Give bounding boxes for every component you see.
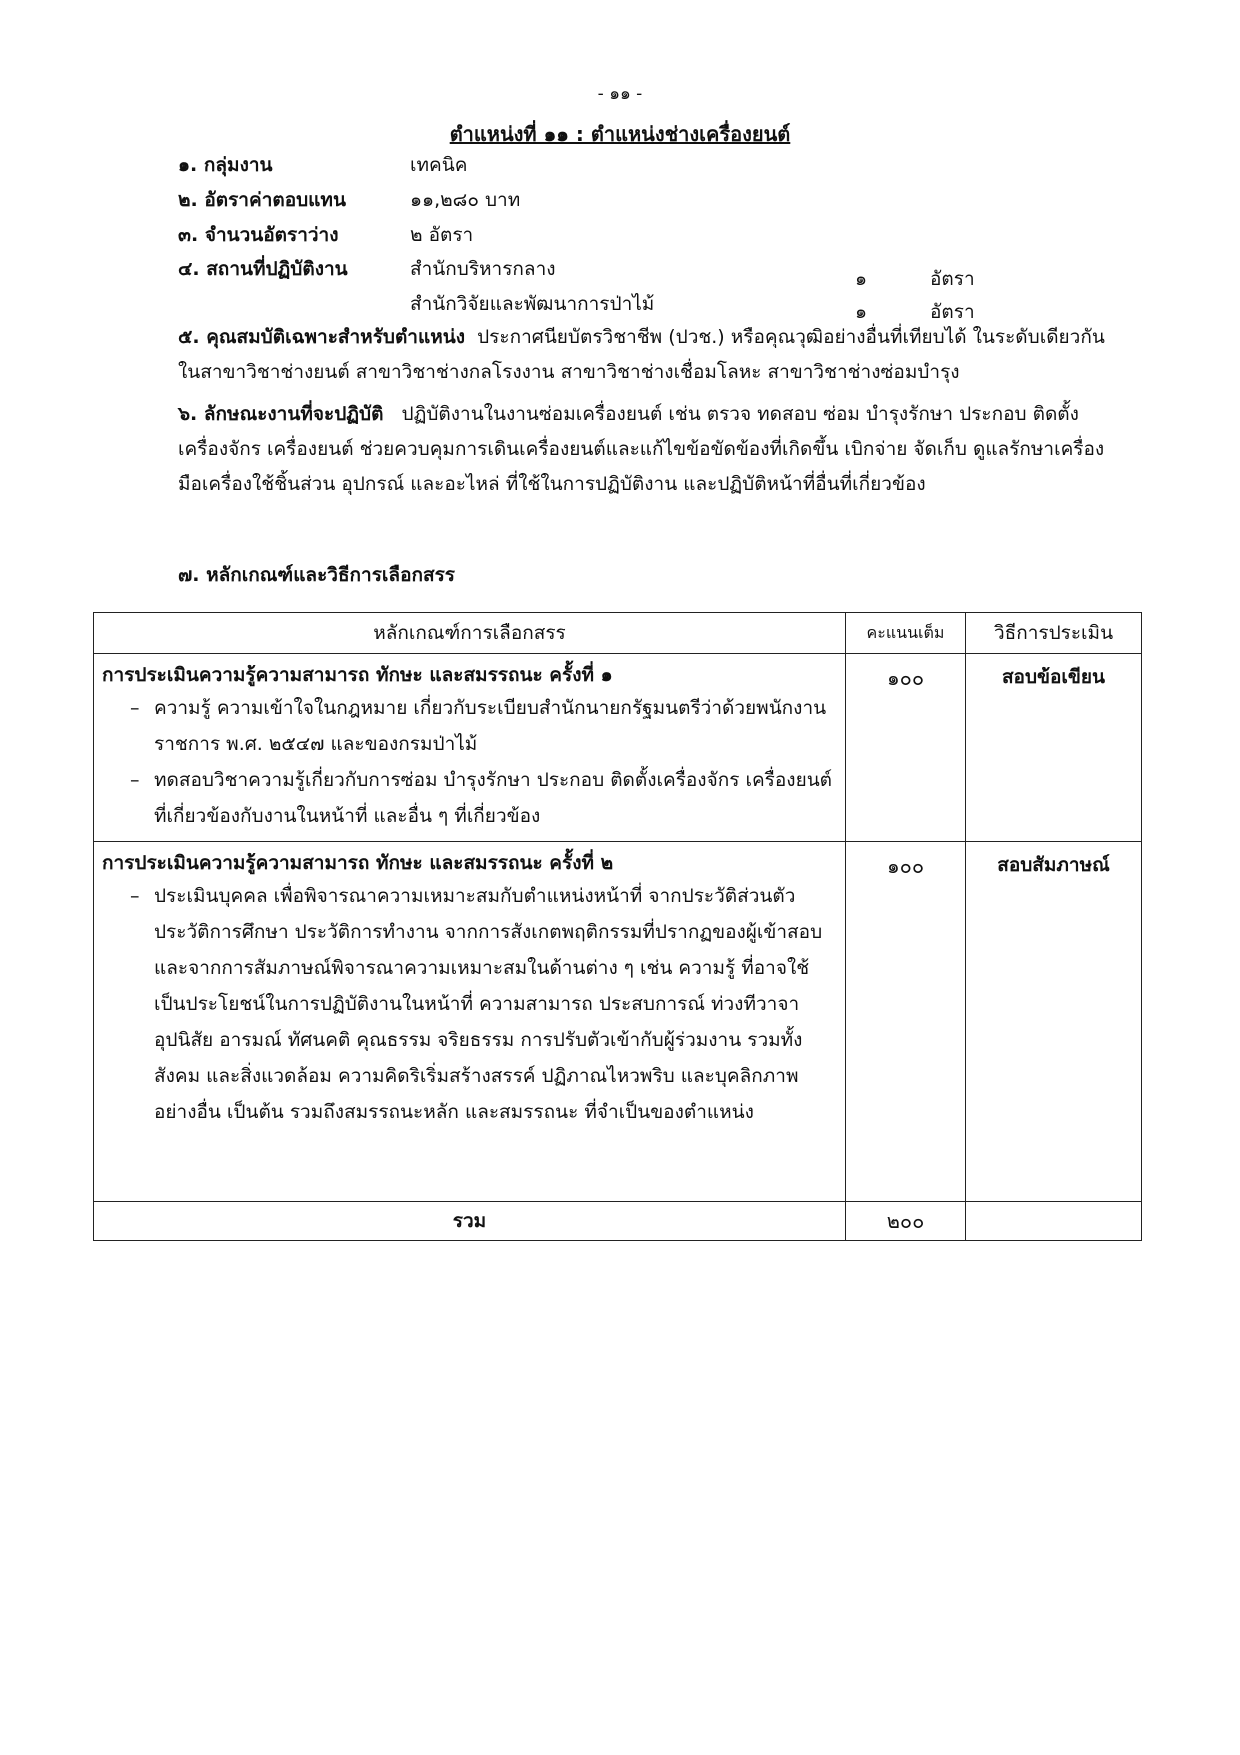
group-label: ๑. กลุ่มงาน <box>178 154 273 176</box>
total-score: ๒๐๐ <box>846 1202 966 1241</box>
duty-paragraph <box>178 397 1123 502</box>
table-header-row <box>94 613 1142 654</box>
criteria-label: ๗. หลักเกณฑ์และวิธีการเลือกสรร <box>178 564 455 586</box>
list-item: – ประเมินบุคคล เพื่อพิจารณาความเหมาะสมกับตำแหน่งหน้าที่ จากประวัติส่วนตัว ประวัติการศึกษา ประวัติการทำงาน จากการสังเกตพฤติกรรมที่ปรากฏของผู้เข้าสอบและจากการสัมภาษณ์พิจารณาความเหมาะสมในด้านต่าง ๆ เช่น ความรู้ ที่อาจใช้เป็นประโยชน์ในการปฏิบัติงานในหน้าที่ ความสามารถ ประสบการณ์ ท่วงทีวาจา อุปนิสัย อารมณ์ ทัศนคติ คุณธรรม จริยธรรม การปรับตัวเข้ากับผู้ร่วมงาน รวมทั้งสังคม และสิ่งแวดล้อม ความคิดริเริ่มสร้างสรรค์ ปฏิภาณไหวพริบ และบุคลิกภาพอย่างอื่น เป็นต้น รวมถึงสมรรถนะหลัก และสมรรถนะ ที่จำเป็นของตำแหน่ง <box>130 885 823 1123</box>
round-1-item-1: ความรู้ ความเข้าใจในกฎหมาย เกี่ยวกับระเบียบสำนักนายกรัฐมนตรีว่าด้วยพนักงานราชการ พ.ศ. ๒๕๔๗ และของกรมป่าไม้ <box>154 697 827 755</box>
group-value: เทคนิค <box>410 154 468 176</box>
list-item: – ทดสอบวิชาความรู้เกี่ยวกับการซ่อม บำรุงรักษา ประกอบ ติดตั้งเครื่องจักร เครื่องยนต์ ที่เกี่ยวข้องกับงานในหน้าที่ และอื่น ๆ ที่เกี่ยวข้อง <box>130 769 833 827</box>
round-2-method: สอบสัมภาษณ์ <box>966 842 1142 1202</box>
place-count-2: ๑ <box>855 301 868 323</box>
place-label: ๔. สถานที่ปฏิบัติงาน <box>178 258 348 280</box>
criteria-cell <box>94 842 846 1202</box>
duty-text: ปฏิบัติงานในงานซ่อมเครื่องยนต์ เช่น ตรวจ ทดสอบ ซ่อม บำรุงรักษา ประกอบ ติดตั้งเครื่องจักร เครื่องยนต์ ช่วยควบคุมการเดินเครื่องยนต์และแก้ไขข้อขัดข้องที่เกิดขึ้น เบิกจ่าย จัดเก็บ ดูแลรักษาเครื่องมือเครื่องใช้ชิ้นส่วน อุปกรณ์ และอะไหล่ ที่ใช้ในการปฏิบัติงาน และปฏิบัติหน้าที่อื่นที่เกี่ยวข้อง <box>178 403 1105 495</box>
round-1-method: สอบข้อเขียน <box>966 654 1142 842</box>
list-item: – ความรู้ ความเข้าใจในกฎหมาย เกี่ยวกับระเบียบสำนักนายกรัฐมนตรีว่าด้วยพนักงานราชการ พ.ศ. ๒๕๔๗ และของกรมป่าไม้ <box>130 697 827 755</box>
vacancy-value: ๒ อัตรา <box>410 224 474 246</box>
table-row <box>94 654 1142 842</box>
total-row <box>94 1202 1142 1241</box>
place-count-1: ๑ <box>855 268 868 290</box>
total-label: รวม <box>94 1202 846 1241</box>
place-unit-2: อัตรา <box>930 301 975 323</box>
criteria-table <box>93 612 1142 1241</box>
total-method-empty <box>966 1202 1142 1241</box>
round-2-heading: การประเมินความรู้ความสามารถ ทักษะ และสมรรถนะ ครั้งที่ ๒ <box>102 852 614 874</box>
page-title: ตำแหน่งที่ ๑๑ : ตำแหน่งช่างเครื่องยนต์ <box>449 122 791 146</box>
table-row <box>94 842 1142 1202</box>
vacancy-label: ๓. จำนวนอัตราว่าง <box>178 224 339 246</box>
qualification-label: ๕. คุณสมบัติเฉพาะสำหรับตำแหน่ง <box>178 326 466 348</box>
header-criteria: หลักเกณฑ์การเลือกสรร <box>94 613 846 654</box>
pay-value: ๑๑,๒๘๐ บาท <box>410 189 521 211</box>
qualification-text: ประกาศนียบัตรวิชาชีพ (ปวช.) หรือคุณวุฒิอย่างอื่นที่เทียบได้ ในระดับเดียวกัน ในสาขาวิชาช่างยนต์ สาขาวิชาช่างกลโรงงาน สาขาวิชาช่างเชื่อมโลหะ สาขาวิชาช่างซ่อมบำรุง <box>178 326 1105 383</box>
duty-label: ๖. ลักษณะงานที่จะปฏิบัติ <box>178 403 384 425</box>
place-name-1: สำนักบริหารกลาง <box>410 258 556 280</box>
round-1-heading: การประเมินความรู้ความสามารถ ทักษะ และสมรรถนะ ครั้งที่ ๑ <box>102 664 613 686</box>
place-unit-1: อัตรา <box>930 268 975 290</box>
round-2-item-1: ประเมินบุคคล เพื่อพิจารณาความเหมาะสมกับตำแหน่งหน้าที่ จากประวัติส่วนตัว ประวัติการศึกษา ประวัติการทำงาน จากการสังเกตพฤติกรรมที่ปรากฏของผู้เข้าสอบและจากการสัมภาษณ์พิจารณาความเหมาะสมในด้านต่าง ๆ เช่น ความรู้ ที่อาจใช้เป็นประโยชน์ในการปฏิบัติงานในหน้าที่ ความสามารถ ประสบการณ์ ท่วงทีวาจา อุปนิสัย อารมณ์ ทัศนคติ คุณธรรม จริยธรรม การปรับตัวเข้ากับผู้ร่วมงาน รวมทั้งสังคม และสิ่งแวดล้อม ความคิดริเริ่มสร้างสรรค์ ปฏิภาณไหวพริบ และบุคลิกภาพอย่างอื่น เป็นต้น รวมถึงสมรรถนะหลัก และสมรรถนะ ที่จำเป็นของตำแหน่ง <box>154 885 823 1123</box>
round-1-item-2: ทดสอบวิชาความรู้เกี่ยวกับการซ่อม บำรุงรักษา ประกอบ ติดตั้งเครื่องจักร เครื่องยนต์ ที่เกี่ยวข้องกับงานในหน้าที่ และอื่น ๆ ที่เกี่ยวข้อง <box>154 769 833 827</box>
page-number: - ๑๑ - <box>597 84 643 104</box>
header-full-score: คะแนนเต็ม <box>846 613 966 654</box>
place-name-2: สำนักวิจัยและพัฒนาการป่าไม้ <box>410 293 655 315</box>
round-1-score: ๑๐๐ <box>846 654 966 842</box>
pay-label: ๒. อัตราค่าตอบแทน <box>178 189 346 211</box>
header-method: วิธีการประเมิน <box>966 613 1142 654</box>
qualification-paragraph <box>178 320 1123 390</box>
round-2-score: ๑๐๐ <box>846 842 966 1202</box>
criteria-cell <box>94 654 846 842</box>
